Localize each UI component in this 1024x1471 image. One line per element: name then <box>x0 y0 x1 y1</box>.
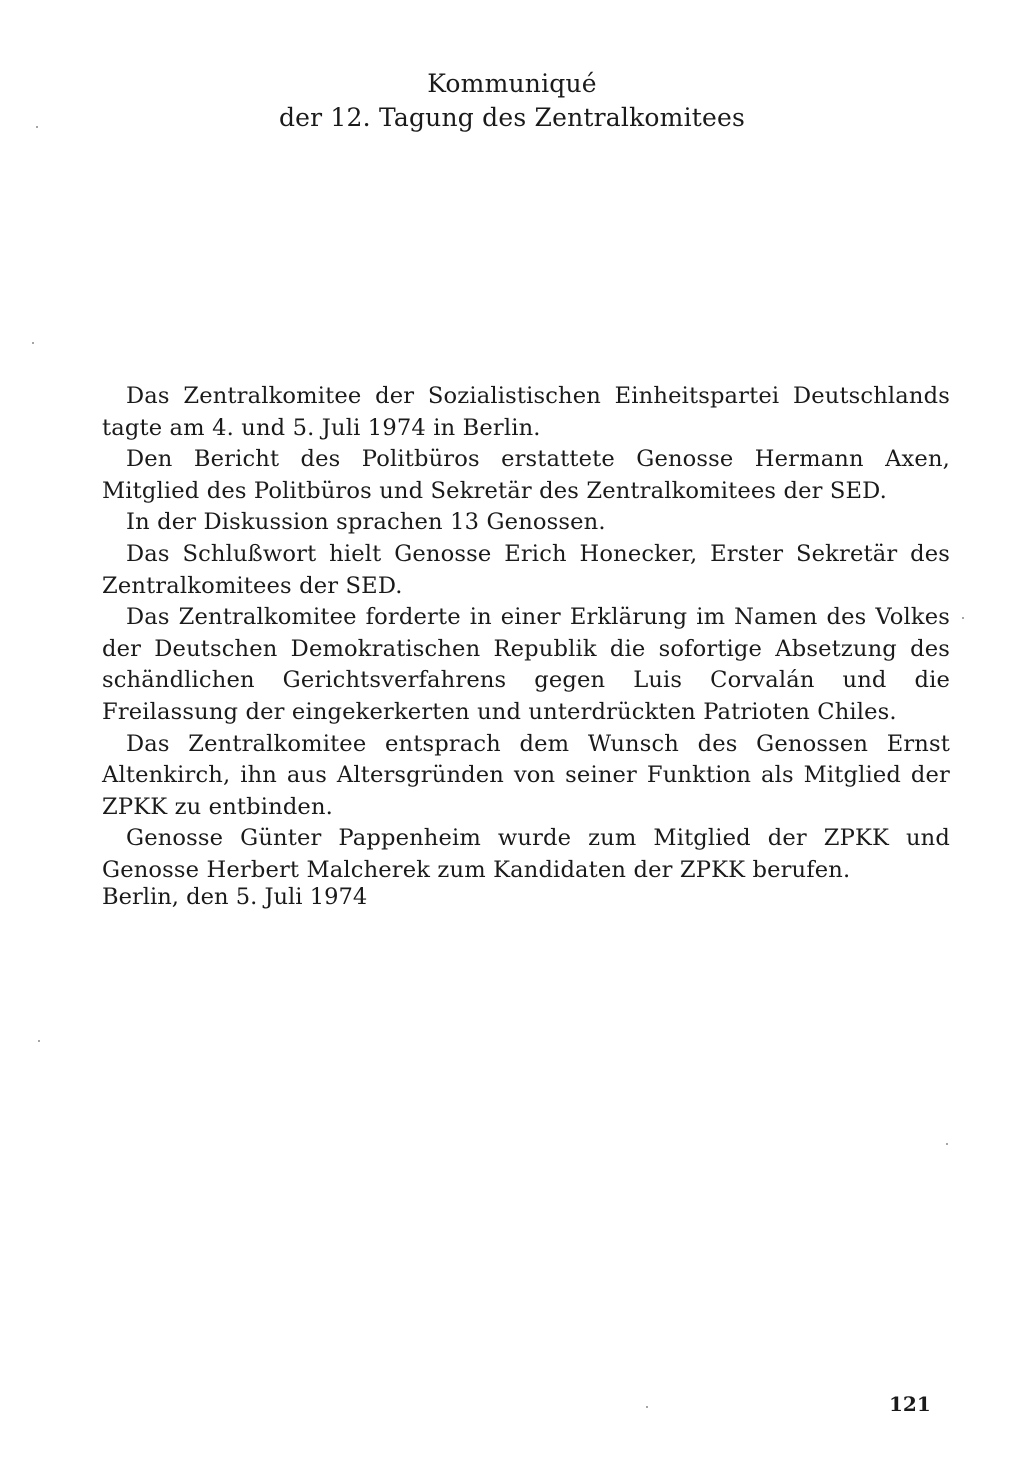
date-line: Berlin, den 5. Juli 1974 <box>102 884 368 910</box>
paragraph-release: Das Zentralkomitee entsprach dem Wunsch des Genossen Ernst Altenkirch, ihn aus Altersgründen von seiner Funktion als Mitglied der ZPKK zu entbinden. <box>102 730 950 820</box>
paragraph-declaration: Das Zentralkomitee forderte in einer Erklärung im Namen des Volkes der Deutschen Demokratischen Republik die sofortige Absetzung des schändlichen Gerichtsverfahrens gegen Luis Corvalán und die Freilassung der eingekerkerten und unterdrückten Patrioten Chiles. <box>102 604 950 725</box>
communique-body <box>102 381 950 887</box>
scan-speck <box>946 1143 948 1145</box>
paragraph-closing-speech: Das Schlußwort hielt Genosse Erich Honecker, Erster Sekretär des Zentralkomitees der SED. <box>102 540 950 599</box>
scan-speck <box>32 342 34 344</box>
paragraph-report: Den Bericht des Politbüros erstattete Genosse Hermann Axen, Mitglied des Politbüros und Sekretär des Zentralkomitees der SED. <box>102 446 950 504</box>
paragraph-appointments: Genosse Günter Pappenheim wurde zum Mitglied der ZPKK und Genosse Herbert Malcherek zum Kandidaten der ZPKK berufen. <box>102 825 950 883</box>
page-number: 121 <box>889 1392 931 1416</box>
scan-speck <box>646 1406 648 1408</box>
paragraph-discussion: In der Diskussion sprachen 13 Genossen. <box>126 509 606 536</box>
scan-speck <box>38 1040 40 1042</box>
scan-speck <box>36 126 38 128</box>
title-line-kommunique: Kommuniqué <box>427 69 597 98</box>
paragraph-meeting: Das Zentralkomitee der Sozialistischen Einheitspartei Deutschlands tagte am 4. und 5. Juli 1974 in Berlin. <box>102 383 950 441</box>
scan-speck <box>962 617 964 619</box>
title-line-session: der 12. Tagung des Zentralkomitees <box>278 103 746 132</box>
